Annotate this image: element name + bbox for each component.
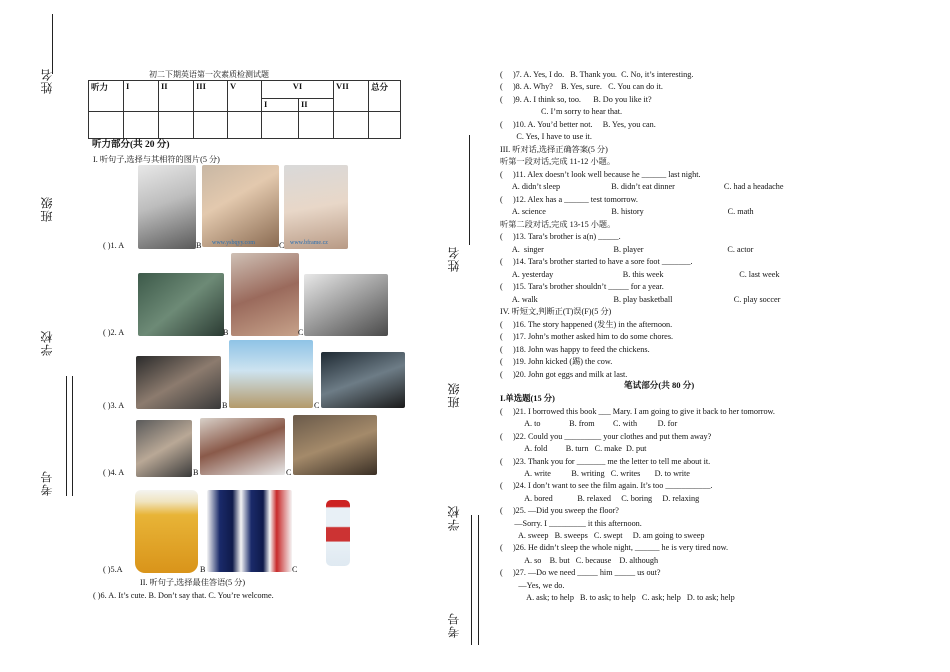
- mc-line: —Yes, we do.: [500, 580, 565, 590]
- score-cell[interactable]: [124, 112, 159, 139]
- score-table: [88, 80, 401, 139]
- picture-1a: [138, 165, 196, 249]
- watermark-1: www.ysbqyy.com: [212, 240, 255, 246]
- score-header-5: V: [228, 81, 262, 112]
- score-header-3: III: [194, 81, 228, 112]
- q1-option-c: C: [279, 241, 285, 250]
- right-line: ( )18. John was happy to feed the chickens.: [500, 345, 650, 354]
- mc-line: —Sorry. I _________ it this afternoon.: [500, 518, 642, 528]
- class-label: 班级: [40, 196, 54, 222]
- right-line: ( )9. A. I think so, too. B. Do you like it?: [500, 95, 652, 104]
- q4-option-c: C: [286, 468, 292, 477]
- left-margin-line-bottom: [66, 376, 67, 496]
- q5-option-b: B: [200, 565, 206, 574]
- right-line: A. yesterday B. this week C. last week: [500, 270, 780, 279]
- right-line: ( )11. Alex doesn’t look well because he ______ last night.: [500, 170, 701, 179]
- q3-option-c: C: [314, 401, 320, 410]
- exam-title: 初二下期英语第一次素质检测试题: [149, 70, 269, 79]
- middle-name-label: 姓名: [447, 246, 461, 272]
- right-line: A. science B. history C. math: [500, 207, 754, 216]
- left-margin-line-top: [52, 14, 53, 74]
- picture-2c: [304, 274, 388, 336]
- right-line: ( )8. A. Why? B. Yes, sure. C. You can do it.: [500, 82, 663, 91]
- mc-line: ( )21. I borrowed this book ___ Mary. I am going to give it back to her tomorrow.: [500, 407, 775, 416]
- score-header-listening: 听力: [89, 81, 124, 112]
- right-line: ( )20. John got eggs and milk at last.: [500, 370, 628, 379]
- middle-margin-line-2: [478, 515, 479, 645]
- right-line: ( )14. Tara’s brother started to have a sore foot _______.: [500, 257, 693, 266]
- q1-option-b: B: [196, 241, 202, 250]
- score-header-7: VII: [334, 81, 369, 112]
- picture-5a-beer-glass: [135, 490, 198, 573]
- score-cell[interactable]: [299, 112, 334, 139]
- picture-1b: [202, 165, 279, 247]
- q2-option-b: B: [223, 328, 229, 337]
- right-line: ( )17. John’s mother asked him to do some chores.: [500, 332, 674, 341]
- picture-5c-water-bottle: [326, 500, 350, 566]
- mc-line: A. bored B. relaxed C. boring D. relaxing: [500, 493, 700, 503]
- part2-title: II. 听句子,选择最佳答语(5 分): [140, 578, 246, 587]
- picture-3a: [136, 356, 221, 409]
- score-cell[interactable]: [194, 112, 228, 139]
- score-subheader-1: I: [262, 99, 299, 112]
- listening-heading: 听力部分(共 20 分): [92, 140, 170, 150]
- mc-line: A. write B. writing C. writes D. to write: [500, 469, 690, 478]
- right-line: A. walk B. play basketball C. play soccer: [500, 295, 781, 304]
- right-line: ( )13. Tara’s brother is a(n) _____.: [500, 232, 621, 241]
- center-divider: [469, 135, 470, 245]
- right-line: C. I’m sorry to hear that.: [500, 107, 623, 116]
- mc-line: A. so B. but C. because D. although: [500, 555, 659, 565]
- right-line: ( )12. Alex has a ______ test tomorrow.: [500, 195, 638, 204]
- mc-line: ( )27. —Do we need _____ him _____ us out?: [500, 568, 661, 578]
- question-5-label: ( )5.A: [103, 565, 123, 574]
- mc-heading: I.单选题(15 分): [500, 394, 555, 403]
- mc-line: ( )23. Thank you for _______ me the letter to tell me about it.: [500, 456, 711, 466]
- score-cell[interactable]: [369, 112, 401, 139]
- written-heading: 笔试部分(共 80 分): [624, 380, 695, 390]
- picture-3b: [229, 340, 313, 408]
- right-line: A. didn’t sleep B. didn’t eat dinner C. had a headache: [500, 182, 784, 191]
- q2-option-c: C: [298, 328, 304, 337]
- picture-4b: [200, 418, 285, 475]
- right-line: ( )10. A. You’d better not. B. Yes, you can.: [500, 120, 656, 129]
- mc-line: A. ask; to help B. to ask; to help C. ask; help D. to ask; help: [500, 593, 735, 602]
- school-label: 学校: [40, 330, 54, 356]
- mc-line: ( )22. Could you _________ your clothes and put them away?: [500, 431, 712, 441]
- picture-1c: [284, 165, 348, 249]
- mc-line: A. fold B. turn C. make D. put: [500, 444, 647, 454]
- question-3-label: ( )3. A: [103, 401, 125, 410]
- right-line: ( )7. A. Yes, I do. B. Thank you. C. No, it’s interesting.: [500, 70, 694, 79]
- middle-class-label: 班级: [447, 382, 461, 408]
- mc-line: ( )24. I don’t want to see the film again. It’s too ___________.: [500, 481, 713, 491]
- score-subheader-2: II: [299, 99, 334, 112]
- question-4-label: ( )4. A: [103, 468, 125, 477]
- score-header-total: 总分: [369, 81, 401, 112]
- picture-2b: [231, 253, 299, 336]
- picture-4c: [293, 415, 377, 475]
- score-cell[interactable]: [89, 112, 124, 139]
- right-line: 听第一段对话,完成 11-12 小题。: [500, 157, 616, 166]
- right-line: 听第二段对话,完成 13-15 小题。: [500, 220, 616, 229]
- right-line: A. singer B. player C. actor: [500, 245, 754, 254]
- left-margin-line-bottom-2: [72, 376, 73, 496]
- mc-line: ( )26. He didn’t sleep the whole night, ______ he is very tired now.: [500, 543, 729, 553]
- picture-5b-cola-bottles: [207, 490, 292, 572]
- middle-exam-number-label: 考号: [447, 612, 461, 638]
- score-header-6: VI: [262, 81, 334, 99]
- score-header-2: II: [159, 81, 194, 112]
- score-cell[interactable]: [334, 112, 369, 139]
- score-header-1: I: [124, 81, 159, 112]
- q3-option-b: B: [222, 401, 228, 410]
- picture-2a: [138, 273, 224, 336]
- middle-margin-line: [471, 515, 472, 645]
- right-line: ( )15. Tara’s brother shouldn’t _____ for a year.: [500, 282, 664, 291]
- right-line: III. 听对话,选择正确答案(5 分): [500, 145, 608, 154]
- name-label: 姓名: [40, 68, 54, 94]
- question-1-label: ( )1. A: [103, 241, 125, 250]
- q4-option-b: B: [193, 468, 199, 477]
- watermark-2: www.bframe.cz: [290, 240, 328, 246]
- picture-4a: [136, 420, 192, 477]
- q5-option-c: C: [292, 565, 298, 574]
- right-line: C. Yes, I have to use it.: [500, 132, 592, 141]
- mc-line: ( )25. —Did you sweep the floor?: [500, 506, 619, 516]
- right-line: ( )19. John kicked (踢) the cow.: [500, 357, 613, 366]
- mc-line: A. to B. from C. with D. for: [500, 419, 678, 429]
- score-cell[interactable]: [159, 112, 194, 139]
- picture-3c: [321, 352, 405, 408]
- right-line: ( )16. The story happened (发生) in the afternoon.: [500, 320, 673, 329]
- middle-school-label: 学校: [447, 505, 461, 531]
- score-cell[interactable]: [228, 112, 262, 139]
- part1-title: I. 听句子,选择与其相符的图片(5 分): [93, 155, 220, 164]
- question-2-label: ( )2. A: [103, 328, 125, 337]
- question-6: ( )6. A. It’s cute. B. Don’t say that. C. You’re welcome.: [93, 591, 274, 600]
- exam-number-label: 考号: [40, 470, 54, 496]
- right-line: IV. 听短文,判断正(T)误(F)(5 分): [500, 307, 612, 316]
- score-cell[interactable]: [262, 112, 299, 139]
- mc-line: A. sweep B. sweeps C. swept D. am going to sweep: [500, 531, 705, 540]
